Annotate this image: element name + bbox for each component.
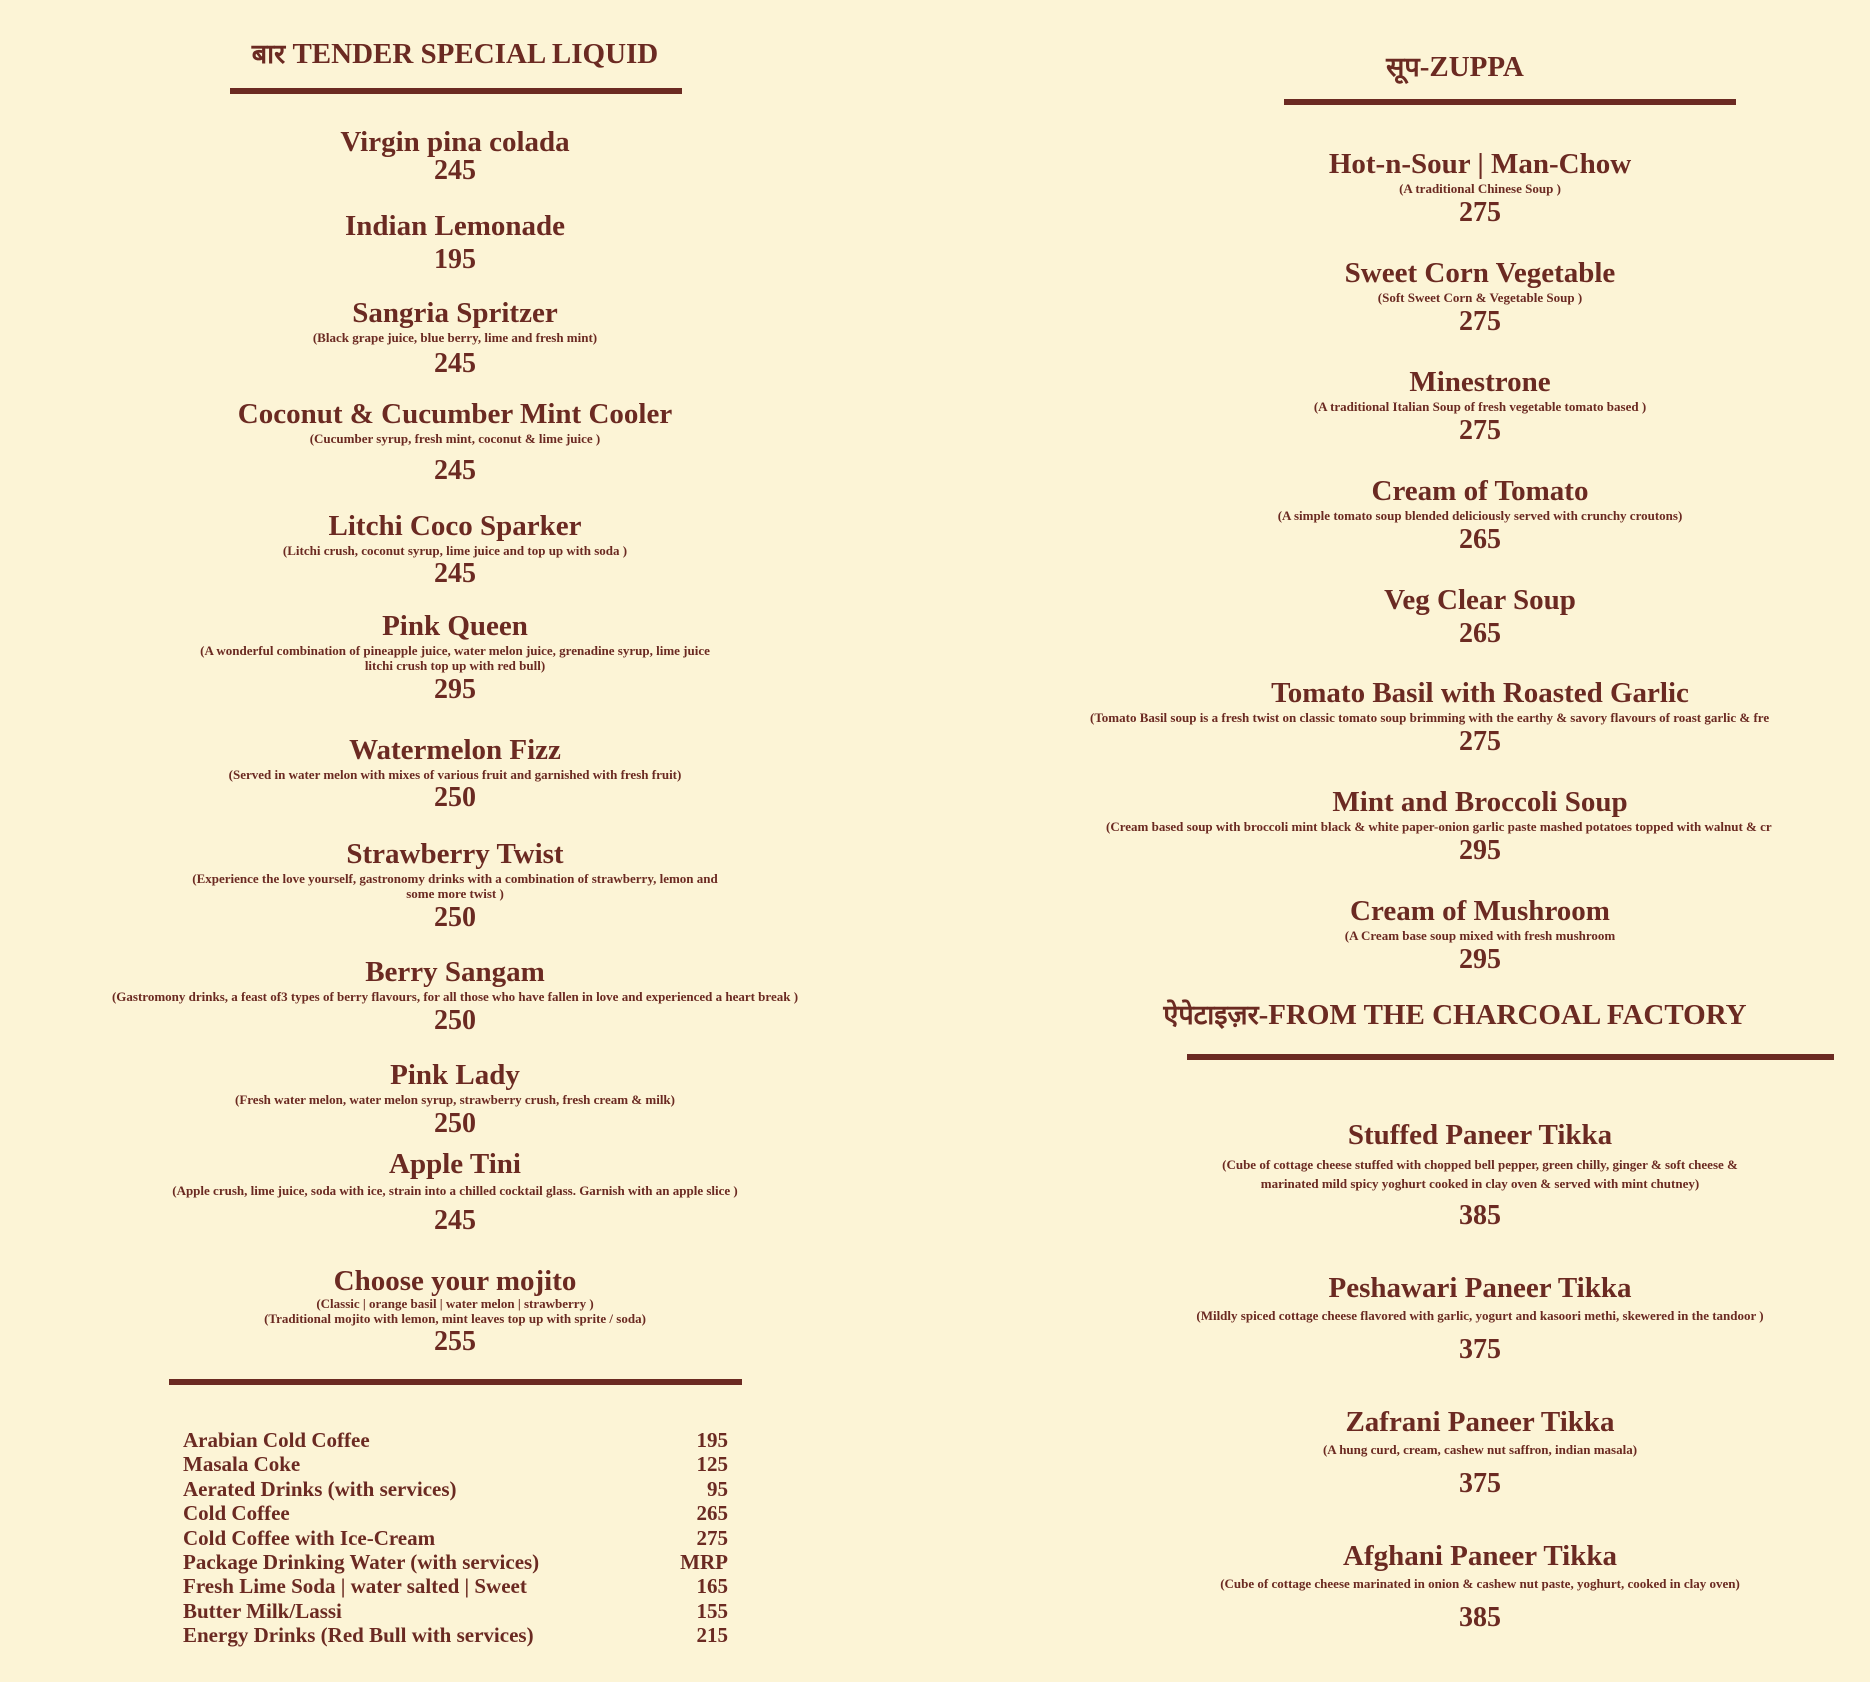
item-name: Sweet Corn Vegetable <box>1344 257 1616 289</box>
item-price: 295 <box>434 673 476 705</box>
soup-item <box>1030 259 1870 336</box>
item-name: Watermelon Fizz <box>349 734 561 766</box>
appetizer-item <box>1030 1408 1870 1498</box>
row-price: 275 <box>696 1525 728 1550</box>
item-description: (Tomato Basil soup is a fresh twist on classic tomato soup brimming with the earthy & savory flavours of roast garlic & fre <box>1090 711 1770 725</box>
menu-item <box>0 958 910 1035</box>
item-name: Minestrone <box>1409 366 1551 398</box>
item-price: 385 <box>1459 1200 1501 1231</box>
menu-item <box>0 840 910 932</box>
item-description: (A traditional Italian Soup of fresh vegetable tomato based ) <box>1313 399 1647 414</box>
soup-divider <box>1284 99 1736 105</box>
item-description: (Gastromony drinks, a feast of3 types of berry flavours, for all those who have fallen in love and experienced a heart break ) <box>111 989 799 1004</box>
row-name: Arabian Cold Coffee <box>183 1428 370 1452</box>
item-description: (Fresh water melon, water melon syrup, strawberry crush, fresh cream & milk) <box>235 1092 675 1107</box>
item-price: 250 <box>434 901 476 933</box>
item-name: Pink Lady <box>390 1059 520 1091</box>
item-description: (Apple crush, lime juice, soda with ice, strain into a chilled cocktail glass. Garnish with an apple slice ) <box>172 1183 738 1198</box>
appetizer-item <box>1030 1121 1870 1230</box>
menu-item <box>0 212 910 274</box>
price-list-row <box>183 1428 728 1452</box>
item-description: (Mildly spiced cottage cheese flavored with garlic, yogurt and kasoori methi, skewered in the tandoor ) <box>1196 1308 1764 1323</box>
item-description: (Cube of cottage cheese stuffed with chopped bell pepper, green chilly, ginger & soft cheese & marinated mild spicy yoghurt cooked in clay oven & served with mint chutney) <box>1222 1157 1738 1191</box>
price-list-row <box>183 1501 728 1525</box>
item-price: 375 <box>1459 1333 1501 1365</box>
item-price: 275 <box>1459 305 1501 337</box>
soup-heading-english: -ZUPPA <box>1419 51 1524 83</box>
item-name: Indian Lemonade <box>345 210 565 242</box>
item-price: 275 <box>1459 725 1501 757</box>
item-name: Choose your mojito <box>333 1265 577 1297</box>
row-name: Energy Drinks (Red Bull with services) <box>183 1623 534 1648</box>
item-description: (Classic | orange basil | water melon | strawberry ) (Traditional mojito with lemon, mint leaves top up with sprite / soda) <box>264 1296 646 1326</box>
appetizer-divider <box>1187 1054 1834 1060</box>
menu-item <box>0 512 910 588</box>
item-name: Hot-n-Sour | Man-Chow <box>1328 148 1632 180</box>
row-price: 195 <box>696 1428 728 1452</box>
item-name: Apple Tini <box>389 1148 521 1180</box>
item-price: 245 <box>434 1204 476 1236</box>
item-name: Berry Sangam <box>365 956 545 988</box>
item-price: 385 <box>1459 1601 1501 1633</box>
row-name: Cold Coffee with Ice-Cream <box>183 1525 436 1550</box>
appetizer-heading <box>1090 1001 1820 1030</box>
soup-item <box>1030 150 1870 227</box>
soup-item <box>1030 368 1870 445</box>
soup-item <box>1030 679 1870 756</box>
row-price: 265 <box>696 1501 728 1526</box>
price-list-row <box>183 1574 728 1598</box>
item-name: Mint and Broccoli Soup <box>1332 786 1628 818</box>
row-name: Fresh Lime Soda | water salted | Sweet <box>183 1574 527 1599</box>
item-description: (A simple tomato soup blended deliciously served with crunchy croutons) <box>1277 508 1683 523</box>
bartender-heading <box>0 40 910 69</box>
item-name: Cream of Tomato <box>1371 475 1589 507</box>
row-name: Package Drinking Water (with services) <box>183 1549 540 1574</box>
row-name: Cold Coffee <box>183 1501 290 1526</box>
item-name: Zafrani Paneer Tikka <box>1345 1406 1615 1438</box>
item-name: Litchi Coco Sparker <box>328 510 582 542</box>
menu-item <box>0 299 910 378</box>
menu-item <box>0 400 910 485</box>
item-description: (A Cream base soup mixed with fresh mushroom <box>1344 928 1616 943</box>
item-name: Coconut & Cucumber Mint Cooler <box>237 398 673 430</box>
item-price: 295 <box>1459 943 1501 975</box>
item-price: 265 <box>1459 523 1501 555</box>
item-price: 245 <box>434 155 476 186</box>
appetizer-item <box>1030 1542 1870 1632</box>
beverage-price-list <box>183 1428 728 1648</box>
item-name: Peshawari Paneer Tikka <box>1328 1272 1632 1304</box>
soup-item <box>1030 477 1870 554</box>
row-price: 95 <box>707 1476 728 1501</box>
item-price: 250 <box>434 1004 476 1036</box>
row-price: 215 <box>696 1623 728 1648</box>
price-list-row <box>183 1452 728 1476</box>
row-price: 165 <box>696 1574 728 1599</box>
bartender-heading-hindi: बार <box>251 39 286 70</box>
item-price: 195 <box>434 244 476 275</box>
appetizer-heading-hindi: ऐपेटाइज़र <box>1163 1000 1259 1031</box>
row-price: MRP <box>680 1549 728 1574</box>
row-name: Butter Milk/Lassi <box>183 1598 342 1623</box>
price-list-row <box>183 1550 728 1574</box>
item-name: Strawberry Twist <box>346 838 564 870</box>
menu-item <box>0 128 910 185</box>
row-name: Masala Coke <box>183 1452 301 1477</box>
item-description: (Cream based soup with broccoli mint black & white paper-onion garlic paste mashed potatoes topped with walnut & cr <box>1106 820 1772 834</box>
item-price: 250 <box>434 1107 476 1139</box>
bartender-divider <box>230 88 682 94</box>
item-price: 375 <box>1459 1467 1501 1499</box>
item-description: (A hung curd, cream, cashew nut saffron, indian masala) <box>1322 1442 1638 1457</box>
appetizer-heading-english: -FROM THE CHARCOAL FACTORY <box>1258 999 1747 1031</box>
row-price: 125 <box>696 1452 728 1477</box>
soup-item <box>1030 788 1870 865</box>
item-price: 275 <box>1459 414 1501 446</box>
item-price: 245 <box>434 347 476 379</box>
menu-item <box>0 1061 910 1138</box>
row-price: 155 <box>696 1598 728 1623</box>
menu-item <box>0 1150 910 1235</box>
item-description: (A wonderful combination of pineapple juice, water melon juice, grenadine syrup, lime juice litchi crush top up with red bull) <box>200 643 710 673</box>
item-name: Afghani Paneer Tikka <box>1343 1540 1617 1572</box>
appetizer-item <box>1030 1274 1870 1364</box>
item-price: 245 <box>434 454 476 486</box>
item-name: Cream of Mushroom <box>1350 895 1610 927</box>
item-name: Virgin pina colada <box>340 126 570 158</box>
item-price: 250 <box>434 781 476 813</box>
price-list-row <box>183 1599 728 1623</box>
item-description: (Cube of cottage cheese marinated in onion & cashew nut paste, yoghurt, cooked in clay oven) <box>1220 1576 1740 1591</box>
price-list-row <box>183 1623 728 1647</box>
item-price: 245 <box>434 557 476 589</box>
item-name: Sangria Spritzer <box>352 297 558 329</box>
item-description: (A traditional Chinese Soup ) <box>1399 181 1561 196</box>
soup-heading <box>1090 53 1820 82</box>
item-price: 255 <box>434 1325 476 1357</box>
beverages-divider <box>169 1379 742 1385</box>
item-description: (Litchi crush, coconut syrup, lime juice and top up with soda ) <box>282 543 628 558</box>
menu-item <box>0 612 910 704</box>
price-list-row <box>183 1526 728 1550</box>
item-description: (Soft Sweet Corn & Vegetable Soup ) <box>1377 290 1583 305</box>
item-name: Veg Clear Soup <box>1384 584 1576 616</box>
item-description: (Served in water melon with mixes of various fruit and garnished with fresh fruit) <box>228 767 682 782</box>
soup-item <box>1030 897 1870 974</box>
menu-item <box>0 1267 910 1356</box>
item-name: Stuffed Paneer Tikka <box>1347 1119 1613 1151</box>
row-name: Aerated Drinks (with services) <box>183 1476 457 1501</box>
item-name: Tomato Basil with Roasted Garlic <box>1271 677 1689 709</box>
item-description: (Experience the love yourself, gastronomy drinks with a combination of strawberry, lemon and some more twist ) <box>192 871 718 901</box>
item-description: (Cucumber syrup, fresh mint, coconut & lime juice ) <box>309 431 601 446</box>
item-price: 265 <box>1459 618 1501 649</box>
item-price: 275 <box>1459 196 1501 228</box>
soup-item <box>1030 586 1870 648</box>
menu-item <box>0 736 910 812</box>
bartender-heading-english: TENDER SPECIAL LIQUID <box>292 38 659 70</box>
item-name: Pink Queen <box>382 610 528 642</box>
item-price: 295 <box>1459 834 1501 866</box>
soup-heading-hindi: सूप <box>1386 52 1420 83</box>
price-list-row <box>183 1477 728 1501</box>
item-description: (Black grape juice, blue berry, lime and fresh mint) <box>312 330 598 345</box>
